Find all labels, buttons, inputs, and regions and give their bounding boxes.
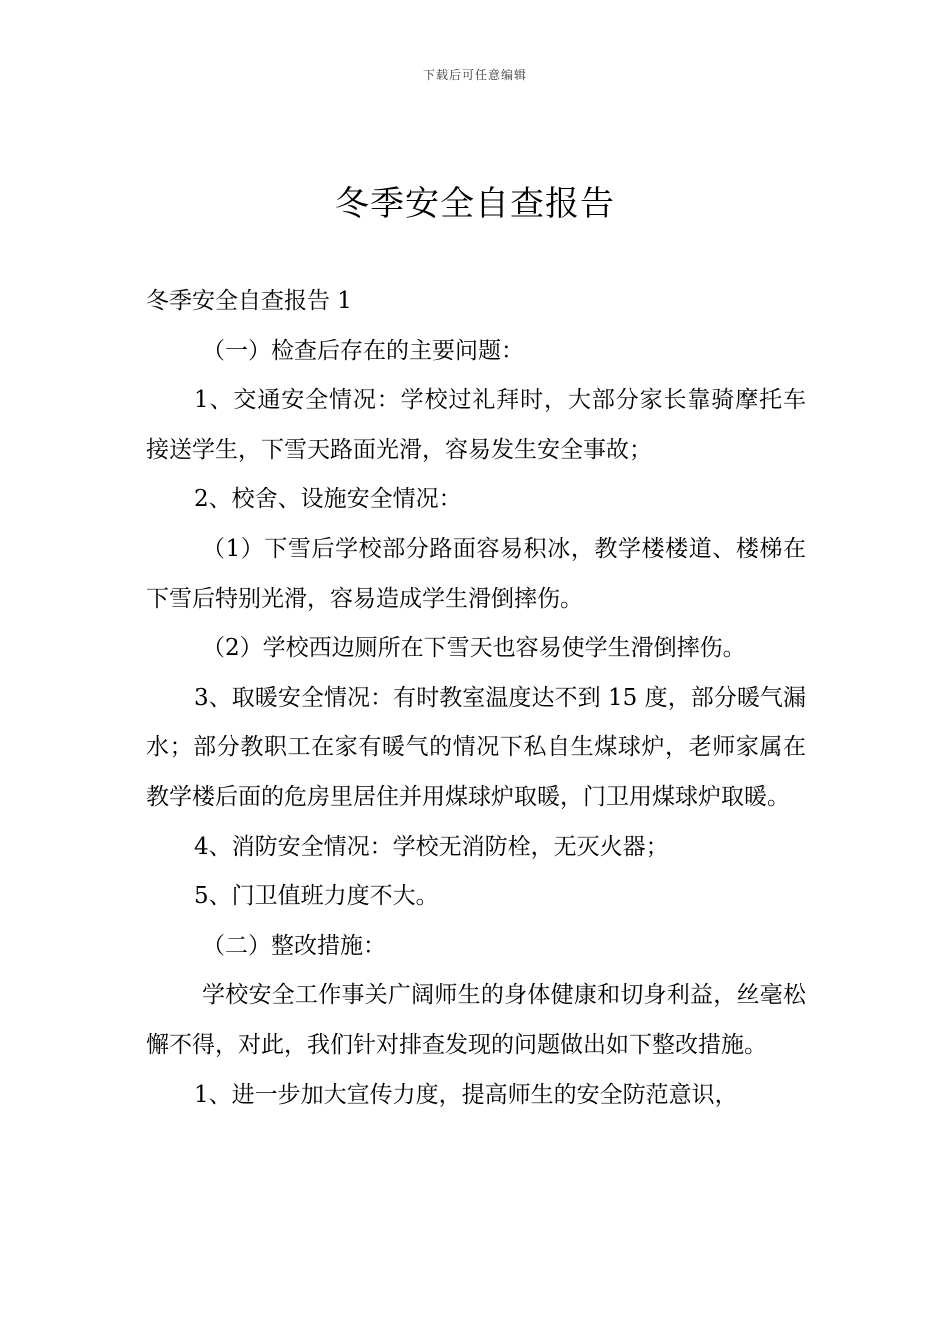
paragraph-heating-safety: 3、取暖安全情况：有时教室温度达不到 15 度，部分暖气漏水；部分教职工在家有暖气的情况下私自生煤球炉，老师家属在教学楼后面的危房里居住并用煤球炉取暖，门卫用煤球炉取暖。 bbox=[146, 684, 806, 810]
header-note: 下载后可任意编辑 bbox=[422, 68, 527, 82]
paragraph-facility-item-2: （2）学校西边厕所在下雪天也容易使学生滑倒摔伤。 bbox=[202, 635, 746, 662]
paragraph-fire-safety: 4、消防安全情况：学校无消防栓，无灭火器； bbox=[194, 833, 669, 860]
document-body bbox=[146, 277, 806, 1120]
page-title: 冬季安全自查报告 bbox=[335, 184, 615, 224]
paragraph-facility-item-1: （1）下雪后学校部分路面容易积冰，教学楼楼道、楼梯在下雪后特别光滑，容易造成学生滑倒摔伤。 bbox=[146, 535, 806, 612]
paragraph-section-heading: 冬季安全自查报告 1 bbox=[146, 288, 352, 314]
paragraph-measures-heading: （二）整改措施： bbox=[202, 932, 386, 959]
paragraph-guard-duty: 5、门卫值班力度不大。 bbox=[194, 883, 439, 910]
paragraph-facility-safety: 2、校舍、设施安全情况： bbox=[194, 486, 462, 513]
paragraph-problems-heading: （一）检查后存在的主要问题： bbox=[202, 337, 524, 364]
paragraph-measures-intro: 学校安全工作事关广阔师生的身体健康和切身利益，丝毫松懈不得，对此，我们针对排查发现的问题做出如下整改措施。 bbox=[146, 982, 806, 1058]
paragraph-traffic-safety: 1、交通安全情况：学校过礼拜时，大部分家长靠骑摩托车接送学生，下雪天路面光滑，容易发生安全事故； bbox=[146, 387, 806, 463]
paragraph-measure-1: 1、进一步加大宣传力度，提高师生的安全防范意识， bbox=[194, 1081, 738, 1108]
